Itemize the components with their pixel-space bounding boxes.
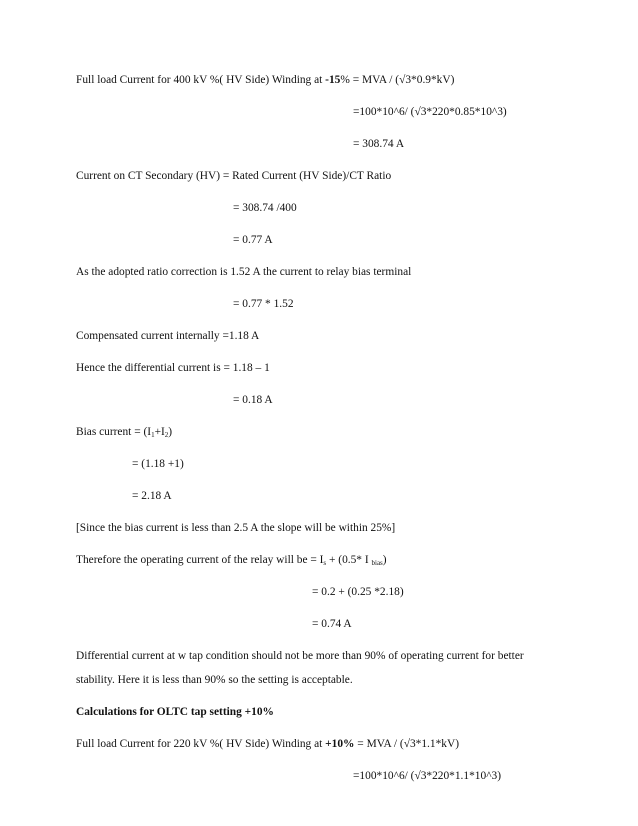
text-segment: Bias current = (I [76, 426, 152, 438]
ct-secondary-line: Current on CT Secondary (HV) = Rated Current (HV Side)/CT Ratio [76, 170, 392, 182]
result-line: = 0.74 A [312, 618, 352, 630]
subscript: 2 [164, 431, 169, 439]
full-load-current-220kv-heading [76, 737, 459, 751]
bold-tap-value: -15 [325, 74, 341, 86]
stability-paragraph-line-2: stability. Here it is less than 90% so the setting is acceptable. [76, 674, 353, 686]
text-segment: +I [154, 426, 165, 438]
text-segment: Full load Current for 400 kV %( HV Side) Winding at [76, 74, 326, 86]
differential-current-line: Hence the differential current is = 1.18 – 1 [76, 362, 270, 374]
ratio-correction-line: As the adopted ratio correction is 1.52 A the current to relay bias terminal [76, 266, 412, 278]
stability-paragraph-line-1: Differential current at w tap condition should not be more than 90% of operating current for better [76, 650, 524, 662]
text-segment: Therefore the operating current of the relay will be = I [76, 554, 324, 566]
compensated-current-line: Compensated current internally =1.18 A [76, 330, 260, 342]
formula-line: = (1.18 +1) [132, 458, 184, 470]
text-segment: % = MVA / (√3*0.9*kV) [340, 74, 455, 86]
formula-line: = 0.2 + (0.25 *2.18) [312, 586, 404, 598]
full-load-current-hv-heading [76, 73, 454, 87]
bold-tap-value: +10% [325, 738, 355, 750]
text-segment: ) [382, 554, 387, 566]
slope-note-line: [Since the bias current is less than 2.5 A the slope will be within 25%] [76, 522, 396, 534]
formula-line: =100*10^6/ (√3*220*1.1*10^3) [353, 770, 502, 782]
result-line: = 0.77 A [233, 234, 273, 246]
formula-line: = 0.77 * 1.52 [233, 298, 294, 310]
result-line: = 308.74 A [353, 138, 405, 150]
text-segment: ) [168, 426, 173, 438]
formula-line: = 308.74 /400 [233, 202, 297, 214]
subscript: s [323, 559, 327, 567]
formula-line: =100*10^6/ (√3*220*0.85*10^3) [353, 106, 507, 118]
text-segment: + (0.5* I [326, 554, 372, 566]
bias-current-line [76, 425, 172, 439]
subscript: bias [371, 559, 383, 567]
oltc-section-heading: Calculations for OLTC tap setting +10% [76, 706, 274, 718]
text-segment: = MVA / (√3*1.1*kV) [354, 738, 459, 750]
text-segment: Full load Current for 220 kV %( HV Side) Winding at [76, 738, 326, 750]
operating-current-line [76, 553, 387, 567]
result-line: = 2.18 A [132, 490, 172, 502]
result-line: = 0.18 A [233, 394, 273, 406]
subscript: 1 [151, 431, 155, 439]
